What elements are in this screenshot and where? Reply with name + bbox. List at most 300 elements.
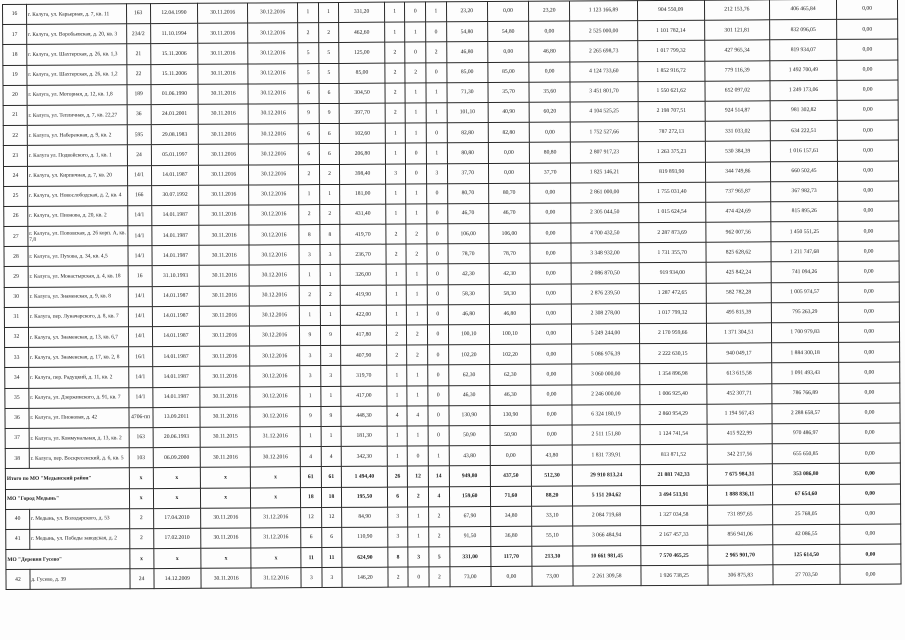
cell-cost-total: 29 910 813,24 xyxy=(573,465,640,486)
cell-rooms-municipal: 3 xyxy=(426,163,447,183)
cell-building-area: 125,00 xyxy=(339,43,385,63)
cell-row-number: 33 xyxy=(5,348,29,368)
cell-cost-total: 3 451 801,70 xyxy=(570,81,637,102)
cell-address: г. Калуга, ул. Пухова, д. 34, кв. 4,5 xyxy=(28,246,128,267)
cell-cost-extra: 0,00 xyxy=(837,0,898,20)
cell-cost-region: 342 217,56 xyxy=(707,444,772,465)
cell-rooms-owned: 2 xyxy=(408,486,429,506)
cell-cost-total: 2 308 278,00 xyxy=(572,303,639,324)
cell-area-municipal: 35,60 xyxy=(529,82,570,102)
cell-rooms-municipal: 0 xyxy=(427,244,448,264)
cell-cost-local: 1 249 173,06 xyxy=(770,80,837,101)
cell-cost-region: 1 371 304,51 xyxy=(706,323,771,344)
cell-building-area: 1 494,40 xyxy=(342,466,388,486)
cell-doc-number: 14/1 xyxy=(128,246,152,266)
cell-address: г. Калуга, ул. Поповская, д. 26 корп. А, кв. 7,8 xyxy=(28,226,128,247)
cell-plan-date-end: 31.12.2016 xyxy=(250,427,300,447)
cell-area-municipal: 0,00 xyxy=(531,344,572,364)
cell-row-number: 29 xyxy=(4,267,28,287)
cell-rooms-municipal: 1 xyxy=(426,143,447,163)
cell-building-area: 181,00 xyxy=(340,184,386,204)
cell-cost-total: 3 066 484,94 xyxy=(573,525,640,546)
cell-area-owned: 34,80 xyxy=(490,506,531,526)
cell-cost-total: 6 324 180,19 xyxy=(572,404,639,425)
cell-cost-total: 2 525 000,00 xyxy=(570,21,637,42)
cell-plan-date-start: 30.11.2016 xyxy=(200,366,250,386)
cell-total-label: МО "Город Медынь" xyxy=(5,488,129,509)
cell-plan-date-end: 30.12.2016 xyxy=(250,346,300,366)
cell-row-number: 26 xyxy=(4,206,28,226)
cell-doc-number: 234/2 xyxy=(126,24,150,44)
cell-cost-local: 1 700 979,83 xyxy=(771,322,838,343)
cell-plan-date-end: 30.12.2016 xyxy=(248,43,298,63)
cell-area-owned: 46,70 xyxy=(489,203,530,223)
cell-area-owned: 42,30 xyxy=(489,264,530,284)
cell-area-total: 46,80 xyxy=(446,42,487,62)
cell-area-owned: 82,80 xyxy=(488,122,529,142)
cell-rooms-owned: 1 xyxy=(407,426,428,446)
cell-area-total: 106,00 xyxy=(447,224,488,244)
cell-cost-extra: 0,00 xyxy=(838,161,899,182)
cell-doc-date: 31.10.1993 xyxy=(152,266,200,286)
cell-doc-number: 14/1 xyxy=(128,327,152,347)
cell-building-area: 319,70 xyxy=(341,366,387,386)
cell-rooms-total: 1 xyxy=(385,143,406,163)
cell-area-municipal: 33,10 xyxy=(532,506,573,526)
cell-residents-b: 1 xyxy=(319,184,340,204)
cell-residents-b: 11 xyxy=(321,547,342,567)
cell-rooms-municipal: 0 xyxy=(427,204,448,224)
cell-plan-date-end: 30.12.2016 xyxy=(248,3,298,23)
cell-cost-local: 655 650,85 xyxy=(772,444,839,465)
cell-cost-local: 795 263,29 xyxy=(771,302,838,323)
cell-row-number: 17 xyxy=(3,25,27,45)
cell-cost-extra: 0,00 xyxy=(837,19,898,40)
cell-rooms-municipal: 0 xyxy=(427,264,448,284)
cell-address: г. Калуга, ул. Знаменская, д. 9, кв. 8 xyxy=(28,286,128,307)
cell-cost-region: 306 875,83 xyxy=(708,565,773,586)
cell-plan-date-start: 30.11.2016 xyxy=(200,387,250,407)
cell-address: г. Калуга, ул. Карьерная, д. 7, кв. 11 xyxy=(26,4,126,25)
cell-area-municipal: 0,00 xyxy=(529,21,570,41)
cell-plan-date-start: 30.11.2016 xyxy=(198,43,248,63)
cell-total-label: МО "Деревня Гусево" xyxy=(6,549,130,570)
cell-plan-date-end: 30.12.2016 xyxy=(249,225,299,245)
cell-plan-date-start: 30.11.2016 xyxy=(199,286,249,306)
cell-residents-a: 2 xyxy=(298,164,319,184)
cell-cost-fund: 1 550 621,62 xyxy=(638,81,705,102)
cell-doc-number: 163 xyxy=(129,428,153,448)
cell-rooms-owned: 1 xyxy=(407,285,428,305)
cell-rooms-owned: 0 xyxy=(405,42,426,62)
cell-cost-total: 2 261 309,58 xyxy=(573,566,640,587)
cell-area-owned: 36,80 xyxy=(491,526,532,546)
cell-area-municipal: 0,00 xyxy=(530,223,571,243)
cell-cost-fund: 2 287 873,69 xyxy=(638,222,705,243)
cell-building-area: 431,40 xyxy=(340,204,386,224)
cell-residents-b: 6 xyxy=(319,144,340,164)
cell-residents-b: 3 xyxy=(320,245,341,265)
cell-cost-extra: 0,00 xyxy=(837,120,898,141)
cell-cost-fund: 2 170 959,66 xyxy=(639,323,706,344)
cell-rooms-total: 1 xyxy=(386,204,407,224)
cell-cost-extra: 0,00 xyxy=(840,504,901,525)
cell-cost-extra: 0,00 xyxy=(839,443,900,464)
cell-doc-date: 01.06.1990 xyxy=(151,84,199,104)
cell-plan-date-end: 30.12.2016 xyxy=(250,366,300,386)
cell-cost-fund: 904 550,09 xyxy=(637,0,704,21)
cell-residents-b: 9 xyxy=(321,406,342,426)
cell-building-area: 331,20 xyxy=(339,2,385,22)
cell-rooms-total: 8 xyxy=(388,547,409,567)
cell-residents-a: 1 xyxy=(300,386,321,406)
cell-rooms-municipal: 1 xyxy=(426,103,447,123)
cell-residents-b: 1 xyxy=(318,2,339,22)
cell-cost-total: 5 086 976,39 xyxy=(572,344,639,365)
cell-cost-total: 5 249 244,00 xyxy=(572,324,639,345)
cell-cost-total: 1 123 166,89 xyxy=(570,1,637,22)
cell-cost-region: 940 049,17 xyxy=(706,343,771,364)
cell-rooms-total: 2 xyxy=(385,83,406,103)
cell-cost-local: 406 465,84 xyxy=(769,0,836,20)
cell-rooms-owned: 0 xyxy=(406,143,427,163)
cell-residents-a: 3 xyxy=(300,346,321,366)
cell-rooms-municipal: 0 xyxy=(428,426,449,446)
cell-building-area: 407,90 xyxy=(341,345,387,365)
cell-building-area: 419,90 xyxy=(340,285,386,305)
cell-doc-number: 2 xyxy=(129,528,153,548)
cell-rooms-owned: 1 xyxy=(407,305,428,325)
cell-cost-fund: 1 263 375,23 xyxy=(638,142,705,163)
cell-building-area: 397,70 xyxy=(339,103,385,123)
cell-area-total: 58,30 xyxy=(448,284,489,304)
cell-cost-total: 2 305 044,50 xyxy=(571,202,638,223)
cell-area-owned: 130,90 xyxy=(490,405,531,425)
cell-residents-b: 18 xyxy=(321,487,342,507)
cell-cost-extra: 0,00 xyxy=(840,544,901,565)
cell-residents-a: 8 xyxy=(299,225,320,245)
cell-cost-total: 4 104 525,25 xyxy=(570,102,637,123)
cell-cost-local: 67 654,60 xyxy=(772,484,839,505)
cell-rooms-total: 2 xyxy=(385,63,406,83)
cell-cost-fund: 7 570 465,25 xyxy=(640,545,707,566)
cell-cost-region: 331 033,02 xyxy=(705,121,770,142)
cell-rooms-municipal: 2 xyxy=(429,527,450,547)
cell-residents-a: 9 xyxy=(298,104,319,124)
cell-residents-b: 2 xyxy=(319,204,340,224)
cell-cost-region: 1 888 836,11 xyxy=(707,484,772,505)
cell-doc-date: 17.02.2010 xyxy=(153,528,201,548)
cell-plan-date-start: 30.11.2016 xyxy=(198,3,248,23)
cell-cost-extra: 0,00 xyxy=(837,39,898,60)
cell-address: г. Калуга, ул. Знаменская, д. 17, кв. 2, 8 xyxy=(28,347,128,368)
cell-area-total: 159,60 xyxy=(449,486,490,506)
cell-rooms-municipal: 14 xyxy=(428,466,449,486)
cell-plan-date-end: 31.12.2016 xyxy=(251,507,301,527)
cell-rooms-municipal: 0 xyxy=(428,365,449,385)
cell-cost-local: 634 222,51 xyxy=(770,121,837,142)
cell-doc-number: 21 xyxy=(126,44,150,64)
cell-residents-a: 3 xyxy=(300,366,321,386)
cell-doc-number: 163 xyxy=(126,4,150,24)
cell-cost-total: 1 825 146,21 xyxy=(571,162,638,183)
cell-area-municipal: 0,00 xyxy=(530,304,571,324)
cell-cost-fund: 1 017 799,32 xyxy=(637,41,704,62)
cell-rooms-municipal: 0 xyxy=(428,385,449,405)
cell-rooms-owned: 1 xyxy=(406,103,427,123)
cell-cost-region: 212 153,76 xyxy=(704,0,769,20)
cell-residents-b: 2 xyxy=(319,164,340,184)
cell-residents-a: 2 xyxy=(299,285,320,305)
cell-rooms-total: 2 xyxy=(386,345,407,365)
cell-residents-b: 1 xyxy=(320,305,341,325)
cell-rooms-total: 1 xyxy=(386,285,407,305)
cell-cost-region: 427 965,34 xyxy=(705,40,770,61)
cell-building-area: 84,90 xyxy=(342,507,388,527)
cell-cost-region: 924 514,87 xyxy=(705,101,770,122)
cell-rooms-total: 1 xyxy=(385,184,406,204)
cell-plan-date-start: 30.11.2016 xyxy=(198,64,248,84)
cell-residents-b: 4 xyxy=(321,447,342,467)
cell-doc-number: 14/1 xyxy=(128,306,152,326)
cell-cost-fund: 1 731 355,70 xyxy=(639,242,706,263)
cell-cost-region: 1 194 567,43 xyxy=(707,404,772,425)
cell-cost-total: 2 807 917,23 xyxy=(571,142,638,163)
cell-plan-date-start: 30.11.2016 xyxy=(199,144,249,164)
cell-plan-date-end: 30.12.2016 xyxy=(249,184,299,204)
cell-doc-number: 24 xyxy=(130,569,154,589)
cell-rooms-municipal: 5 xyxy=(429,547,450,567)
cell-rooms-total: 2 xyxy=(385,42,406,62)
cell-plan-date-end: 30.12.2016 xyxy=(249,306,299,326)
cell-residents-a: 3 xyxy=(301,568,322,588)
cell-cost-extra: 0,00 xyxy=(839,362,900,383)
cell-rooms-total: 1 xyxy=(384,22,405,42)
cell-plan-date-end: 30.12.2016 xyxy=(250,386,300,406)
cell-doc-date: 14.01.1987 xyxy=(151,205,199,225)
cell-residents-a: 2 xyxy=(299,204,320,224)
cell-rooms-total: 2 xyxy=(386,325,407,345)
cell-rooms-municipal: 0 xyxy=(427,224,448,244)
cell-area-municipal: 60,20 xyxy=(529,102,570,122)
cell-cost-fund: 1 124 741,54 xyxy=(640,424,707,445)
cell-rooms-total: 2 xyxy=(386,244,407,264)
cell-area-owned: 46,80 xyxy=(489,304,530,324)
cell-cost-region: 474 424,69 xyxy=(706,202,771,223)
cell-doc-number: 14/1 xyxy=(127,205,151,225)
cell-area-total: 102,20 xyxy=(448,345,489,365)
cell-area-total: 331,00 xyxy=(449,547,490,567)
cell-residents-b: 6 xyxy=(319,83,340,103)
cell-cost-region: 582 782,28 xyxy=(706,282,771,303)
cell-rooms-total: 1 xyxy=(385,123,406,143)
cell-area-total: 50,90 xyxy=(449,425,490,445)
cell-residents-b: 12 xyxy=(321,507,342,527)
cell-area-owned: 62,30 xyxy=(490,365,531,385)
cell-row-number: 34 xyxy=(5,368,29,388)
cell-cost-region: 415 922,99 xyxy=(707,424,772,445)
cell-building-area: 102,60 xyxy=(339,123,385,143)
cell-cost-local: 25 768,05 xyxy=(772,504,839,525)
cell-address: г. Калуга, ул. Дзержинского, д. 91, кв. 7 xyxy=(29,387,129,408)
cell-cost-extra: 0,00 xyxy=(837,80,898,101)
cell-area-municipal: 0,00 xyxy=(531,324,572,344)
cell-area-municipal: 0,00 xyxy=(530,183,571,203)
cell-cost-fund: 1 017 799,32 xyxy=(639,303,706,324)
cell-plan-date-end: 30.12.2016 xyxy=(249,265,299,285)
cell-area-owned: 46,30 xyxy=(490,385,531,405)
cell-plan-date-end: 30.12.2016 xyxy=(248,83,298,103)
cell-plan-date-end: 30.12.2016 xyxy=(249,164,299,184)
cell-doc-date: 14.01.1987 xyxy=(152,326,200,346)
cell-cost-local: 1 005 974,57 xyxy=(771,282,838,303)
cell-cost-local: 741 094,26 xyxy=(771,262,838,283)
cell-residents-a: 18 xyxy=(300,487,321,507)
cell-residents-a: 9 xyxy=(300,406,321,426)
cell-row-number: 20 xyxy=(3,85,27,105)
cell-cost-local: 367 982,73 xyxy=(770,181,837,202)
cell-residents-a: 6 xyxy=(301,527,322,547)
cell-rooms-total: 3 xyxy=(387,527,408,547)
cell-area-owned: 0,00 xyxy=(490,445,531,465)
cell-address: г. Калуга, ул. Тепличная, д. 7, кв. 22,27 xyxy=(27,105,127,126)
cell-doc-number: 103 xyxy=(129,448,153,468)
cell-building-area: 422,00 xyxy=(341,305,387,325)
cell-rooms-municipal: 0 xyxy=(426,22,447,42)
cell-area-municipal: 80,80 xyxy=(529,142,570,162)
cell-plan-date-start: 30.11.2016 xyxy=(199,265,249,285)
cell-rooms-municipal: 0 xyxy=(427,305,448,325)
cell-plan-date-start: 30.11.2016 xyxy=(199,245,249,265)
cell-building-area: 419,70 xyxy=(340,224,386,244)
cell-doc-number: 22 xyxy=(127,64,151,84)
cell-doc-date: x xyxy=(153,548,201,568)
cell-rooms-total: 1 xyxy=(387,365,408,385)
cell-rooms-total: 3 xyxy=(387,507,408,527)
cell-rooms-owned: 0 xyxy=(405,2,426,22)
cell-cost-local: 27 703,50 xyxy=(773,565,840,586)
cell-rooms-total: 1 xyxy=(387,446,408,466)
cell-cost-extra: 0,00 xyxy=(839,423,900,444)
cell-row-number: 28 xyxy=(4,247,28,267)
cell-rooms-total: 3 xyxy=(385,164,406,184)
cell-cost-fund: 1 755 031,40 xyxy=(638,182,705,203)
cell-doc-number: 14/1 xyxy=(128,226,152,246)
cell-cost-region: 613 615,58 xyxy=(706,363,771,384)
cell-building-area: 624,90 xyxy=(342,547,388,567)
cell-area-owned: 437,50 xyxy=(490,466,531,486)
cell-cost-fund: 1 015 624,54 xyxy=(638,202,705,223)
cell-area-municipal: 46,80 xyxy=(529,41,570,61)
cell-doc-date: 20.06.1993 xyxy=(153,427,201,447)
cell-doc-date: 12.04.1990 xyxy=(150,3,198,23)
cell-area-owned: 106,00 xyxy=(489,223,530,243)
cell-residents-b: 9 xyxy=(319,103,340,123)
cell-residents-a: 3 xyxy=(299,245,320,265)
cell-rooms-owned: 1 xyxy=(408,527,429,547)
cell-plan-date-start: 30.11.2016 xyxy=(200,346,250,366)
cell-building-area: 85,00 xyxy=(339,63,385,83)
cell-area-total: 62,30 xyxy=(448,365,489,385)
cell-residents-b: 8 xyxy=(319,225,340,245)
cell-area-owned: 78,70 xyxy=(489,244,530,264)
cell-doc-number: 16 xyxy=(128,266,152,286)
cell-rooms-owned: 12 xyxy=(408,466,429,486)
cell-row-number: 24 xyxy=(3,166,27,186)
cell-area-total: 23,20 xyxy=(446,2,487,22)
cell-residents-b: 2 xyxy=(320,285,341,305)
cell-residents-b: 3 xyxy=(320,346,341,366)
cell-plan-date-start: 30.11.2016 xyxy=(198,124,248,144)
cell-plan-date-end: 30.12.2016 xyxy=(250,406,300,426)
cell-row-number: 19 xyxy=(3,65,27,85)
cell-rooms-municipal: 1 xyxy=(428,446,449,466)
cell-rooms-total: 26 xyxy=(387,466,408,486)
cell-cost-fund: 787 272,13 xyxy=(638,121,705,142)
cell-plan-date-start: 30.11.2016 xyxy=(201,568,251,588)
cell-cost-extra: 0,00 xyxy=(837,60,898,81)
cell-cost-local: 819 934,07 xyxy=(770,40,837,61)
cell-cost-extra: 0,00 xyxy=(840,484,901,505)
cell-rooms-owned: 0 xyxy=(408,567,429,587)
cell-cost-local: 1 211 747,68 xyxy=(771,242,838,263)
cell-row-number: 37 xyxy=(5,428,29,448)
cell-doc-number: 16/1 xyxy=(128,347,152,367)
cell-row-number: 32 xyxy=(4,327,28,347)
cell-residents-b: 3 xyxy=(320,366,341,386)
cell-area-total: 101,10 xyxy=(447,102,488,122)
cell-plan-date-start: x xyxy=(201,548,251,568)
cell-cost-extra: 0,00 xyxy=(839,322,900,343)
cell-residents-a: 9 xyxy=(299,326,320,346)
cell-cost-region: 7 675 984,31 xyxy=(707,464,772,485)
cell-plan-date-end: x xyxy=(250,467,300,487)
cell-building-area: 448,30 xyxy=(341,406,387,426)
cell-plan-date-start: 30.11.2016 xyxy=(200,407,250,427)
cell-plan-date-end: 31.12.2016 xyxy=(251,568,301,588)
cell-cost-extra: 0,00 xyxy=(840,524,901,545)
cell-building-area: 462,60 xyxy=(339,22,385,42)
cell-area-owned: 71,60 xyxy=(490,486,531,506)
cell-area-owned: 50,90 xyxy=(490,425,531,445)
cell-area-total: 42,30 xyxy=(448,264,489,284)
cell-cost-region: 452 307,71 xyxy=(707,383,772,404)
cell-doc-date: 05.01.1997 xyxy=(151,145,199,165)
cell-cost-fund: 21 881 742,33 xyxy=(640,465,707,486)
cell-cost-local: 353 086,80 xyxy=(772,464,839,485)
cell-cost-local: 970 486,97 xyxy=(772,423,839,444)
cell-area-municipal: 23,20 xyxy=(529,1,570,21)
cell-doc-date: 14.01.1987 xyxy=(151,246,199,266)
cell-plan-date-end: 30.12.2016 xyxy=(249,205,299,225)
cell-cost-region: 2 965 901,70 xyxy=(708,545,773,566)
cell-plan-date-end: 30.12.2016 xyxy=(249,245,299,265)
cell-rooms-total: 2 xyxy=(388,567,409,587)
cell-building-area: 181,30 xyxy=(341,426,387,446)
cell-plan-date-start: 30.11.2016 xyxy=(198,104,248,124)
cell-area-total: 54,80 xyxy=(446,22,487,42)
cell-cost-fund: 819 893,90 xyxy=(638,162,705,183)
cell-cost-local: 832 096,05 xyxy=(769,20,836,41)
cell-rooms-owned: 4 xyxy=(407,406,428,426)
cell-doc-number: 36 xyxy=(127,105,151,125)
cell-area-owned: 0,00 xyxy=(488,143,529,163)
cell-building-area: 398,40 xyxy=(340,164,386,184)
cell-plan-date-end: 30.12.2016 xyxy=(248,23,298,43)
cell-row-number: 42 xyxy=(6,570,30,590)
cell-doc-number: x xyxy=(129,549,153,569)
cell-plan-date-start: 30.11.2016 xyxy=(200,326,250,346)
